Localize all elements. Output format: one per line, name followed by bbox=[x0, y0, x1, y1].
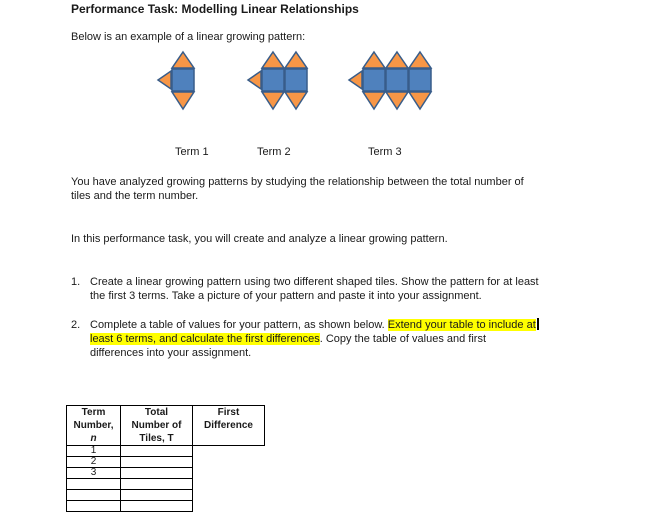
list-item-1: 1. Create a linear growing pattern using two different shaped tiles. Show the pattern for at least the first 3 terms. Take a picture of your pattern and paste it into your assignment. bbox=[71, 276, 539, 302]
list-item-2: 2. Complete a table of values for your pattern, as shown below. Extend your table to include at least 6 terms, and calculate the first differences. Copy the table of values and first differences into your assignment. bbox=[71, 318, 581, 362]
highlighted-text: least 6 terms, and calculate the first differences bbox=[90, 333, 320, 345]
term-3-pattern bbox=[349, 52, 431, 109]
paragraph-analyzed: You have analyzed growing patterns by studying the relationship between the total number of tiles and the term number. bbox=[71, 176, 524, 202]
table-row bbox=[67, 490, 265, 501]
paragraph-task: In this performance task, you will create and analyze a linear growing pattern. bbox=[71, 233, 448, 245]
table-row: 2 bbox=[67, 457, 265, 468]
term-1-label: Term 1 bbox=[175, 146, 209, 158]
header-term-number: Term Number, n bbox=[67, 406, 121, 446]
table-row: 1 bbox=[67, 446, 265, 457]
page-title: Performance Task: Modelling Linear Relationships bbox=[71, 2, 359, 16]
term-2-label: Term 2 bbox=[257, 146, 291, 158]
term-1-pattern bbox=[158, 52, 194, 109]
highlighted-text: Extend your table to include at bbox=[387, 319, 536, 331]
term-2-pattern bbox=[248, 52, 307, 109]
term-3-label: Term 3 bbox=[368, 146, 402, 158]
table-row bbox=[67, 501, 265, 512]
header-first-difference: First Difference bbox=[193, 406, 265, 446]
table-of-values bbox=[66, 405, 265, 512]
intro-text: Below is an example of a linear growing pattern: bbox=[71, 31, 306, 43]
table-row bbox=[67, 479, 265, 490]
text-cursor bbox=[537, 318, 539, 330]
table-row: 3 bbox=[67, 468, 265, 479]
pattern-figure bbox=[150, 48, 440, 120]
header-total-tiles: Total Number of Tiles, T bbox=[121, 406, 193, 446]
